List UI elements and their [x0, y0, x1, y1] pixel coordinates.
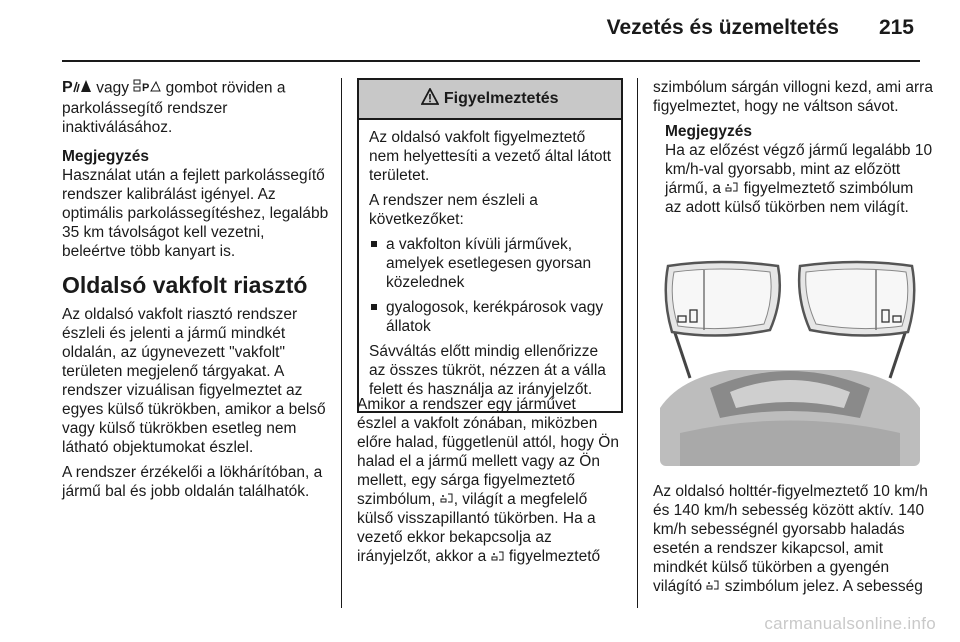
warning-triangle-icon [421, 88, 439, 110]
warning-body [359, 120, 621, 411]
watermark: carmanualsonline.info [764, 614, 936, 633]
blind-spot-icon [706, 577, 720, 596]
bullet-icon [371, 304, 377, 310]
chapter-title: Vezetés és üzemeltetés [606, 16, 839, 39]
section-heading: Oldalsó vakfolt riasztó [62, 272, 308, 298]
paragraph: A rendszer érzékelői a lökhárítóban, a jármű bal és jobb oldalán találhatók. [62, 464, 323, 500]
warning-box [357, 78, 623, 413]
column-3 [653, 78, 933, 217]
blind-spot-icon [725, 179, 739, 198]
paragraph: szimbólum sárgán villogni kezd, ami arra figyelmeztet, hogy ne váltson sávot. [653, 79, 933, 115]
page-number: 215 [878, 16, 914, 39]
blind-spot-icon [491, 548, 505, 567]
blind-spot-icon [440, 490, 454, 509]
list-item: a vakfolton kívüli járművek, amelyek esetlegesen gyorsan közelednek [369, 235, 613, 292]
note-text: Ha az előzést végző jármű legalább 10 km/h-val gyorsabb, mint az előzött jármű, a figyelmeztető szimbólum az adott külső tükörben nem világít. [665, 142, 933, 217]
park-assist-icon [62, 78, 92, 99]
svg-text:P: P [142, 82, 150, 94]
note-block [62, 147, 332, 261]
note-title: Megjegyzés [665, 123, 753, 140]
mirror-illustration [660, 258, 920, 466]
park-assist-button-icon [133, 78, 161, 99]
note-block [653, 122, 933, 217]
paragraph: Az oldalsó vakfolt figyelmeztető nem helyettesíti a vezető által látott területet. [369, 129, 612, 184]
list-item: gyalogosok, kerékpárosok vagy állatok [369, 298, 613, 336]
page-header [607, 16, 914, 40]
column-2-text [357, 395, 619, 573]
paragraph: Sávváltás előtt mindig ellenőrizze az összes tükröt, nézzen át a válla felett és használja az irányjelzőt. [369, 343, 606, 398]
warning-title: Figyelmeztetés [443, 90, 559, 108]
header-rule [62, 60, 920, 62]
column-divider-1 [341, 78, 342, 608]
paragraph: Az oldalsó vakfolt riasztó rendszer észleli és jelenti a jármű mindkét oldalán, az úgynevezett "vakfolt" területen megjelenő tárgyakat. A rendszer vizuálisan figyelmeztet az egyes külső tükrökben, amikor a belső vagy külső tükrökben esetleg nem látható objektumokat észlel. [62, 306, 326, 456]
intro-paragraph: P vagy P gombot röviden a parkolássegítő rendszer inaktiválásához. [62, 79, 286, 136]
note-title: Megjegyzés [62, 148, 150, 165]
bullet-icon [371, 241, 377, 247]
column-1 [62, 78, 332, 507]
svg-text:P: P [62, 79, 73, 94]
column-divider-2 [637, 78, 638, 608]
paragraph: Amikor a rendszer egy járművet észlel a vakfolt zónában, miközben előre halad, függetlenül attól, hogy Ön halad el a jármű mellett vagy az Ön mellett, egy sárga figyelmeztető szimbólum, , világít a megfelelő külső visszapillantó tükörben. Ha a vezető ekkor bekapcsolja az irányjelzőt, akkor a figyelmeztető [357, 396, 619, 566]
paragraph: A rendszer nem észleli a következőket: [369, 192, 538, 228]
warning-header [359, 80, 621, 120]
note-text: Használat után a fejlett parkolássegítő rendszer kalibrálást igényel. Az optimális parkolássegítéshez, legalább 35 km távolságot kell vezetni, beleértve több kanyart is. [62, 167, 329, 260]
figure-caption-paragraph: Az oldalsó holttér-figyelmeztető 10 km/h és 140 km/h sebesség között aktív. 140 km/h sebességnél gyorsabb haladás esetén a rendszer kikapcsol, amit mindkét külső tükörben a gyengén világító szimbólum jelez. A sebesség [653, 483, 928, 595]
